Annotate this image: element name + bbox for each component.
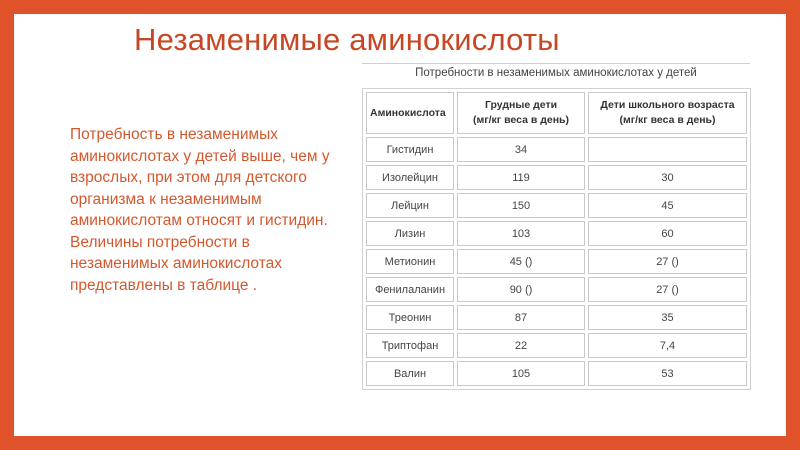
cell-infants: 90 () [457, 277, 585, 302]
header-school [588, 92, 747, 134]
amino-acid-table [362, 88, 751, 390]
cell-school: 30 [588, 165, 747, 190]
header-infants [457, 92, 585, 134]
cell-amino-acid: Валин [366, 361, 454, 386]
cell-infants: 103 [457, 221, 585, 246]
table-row [366, 277, 747, 302]
cell-amino-acid: Лейцин [366, 193, 454, 218]
table-row [366, 333, 747, 358]
cell-amino-acid: Метионин [366, 249, 454, 274]
table-row [366, 305, 747, 330]
cell-school: 53 [588, 361, 747, 386]
cell-school: 60 [588, 221, 747, 246]
cell-amino-acid: Изолейцин [366, 165, 454, 190]
header-school-unit: (мг/кг веса в день) [619, 114, 716, 126]
header-school-label: Дети школьного возраста [600, 99, 735, 111]
amino-acid-table-grid [363, 89, 750, 389]
cell-infants: 119 [457, 165, 585, 190]
cell-school: 45 [588, 193, 747, 218]
cell-amino-acid: Триптофан [366, 333, 454, 358]
header-amino-acid: Аминокислота [366, 92, 454, 134]
cell-amino-acid: Лизин [366, 221, 454, 246]
table-header-row [366, 92, 747, 134]
slide-body-text: Потребность в незаменимых аминокислотах у детей выше, чем у взрослых, при этом для детского организма к незаменимым аминокислотам относят и гистидин. Величины потребности в незаменимых аминокислотах представлены в таблице . [70, 126, 330, 294]
table-row [366, 249, 747, 274]
cell-school: 27 () [588, 277, 747, 302]
cell-amino-acid: Фенилаланин [366, 277, 454, 302]
cell-infants: 22 [457, 333, 585, 358]
cell-infants: 87 [457, 305, 585, 330]
cell-school: 35 [588, 305, 747, 330]
table-row [366, 165, 747, 190]
table-row [366, 221, 747, 246]
cell-infants: 105 [457, 361, 585, 386]
cell-school: 27 () [588, 249, 747, 274]
cell-school [588, 137, 747, 162]
cell-school: 7,4 [588, 333, 747, 358]
table-row [366, 361, 747, 386]
header-infants-label: Грудные дети [484, 99, 558, 111]
cell-infants: 34 [457, 137, 585, 162]
header-infants-unit: (мг/кг веса в день) [472, 114, 569, 126]
table-row [366, 137, 747, 162]
cell-amino-acid: Треонин [366, 305, 454, 330]
table-row [366, 193, 747, 218]
slide-title: Незаменимые аминокислоты [134, 22, 560, 57]
table-caption-divider [362, 63, 750, 64]
table-caption: Потребности в незаменимых аминокислотах у детей [415, 67, 697, 79]
cell-infants: 45 () [457, 249, 585, 274]
cell-infants: 150 [457, 193, 585, 218]
cell-amino-acid: Гистидин [366, 137, 454, 162]
